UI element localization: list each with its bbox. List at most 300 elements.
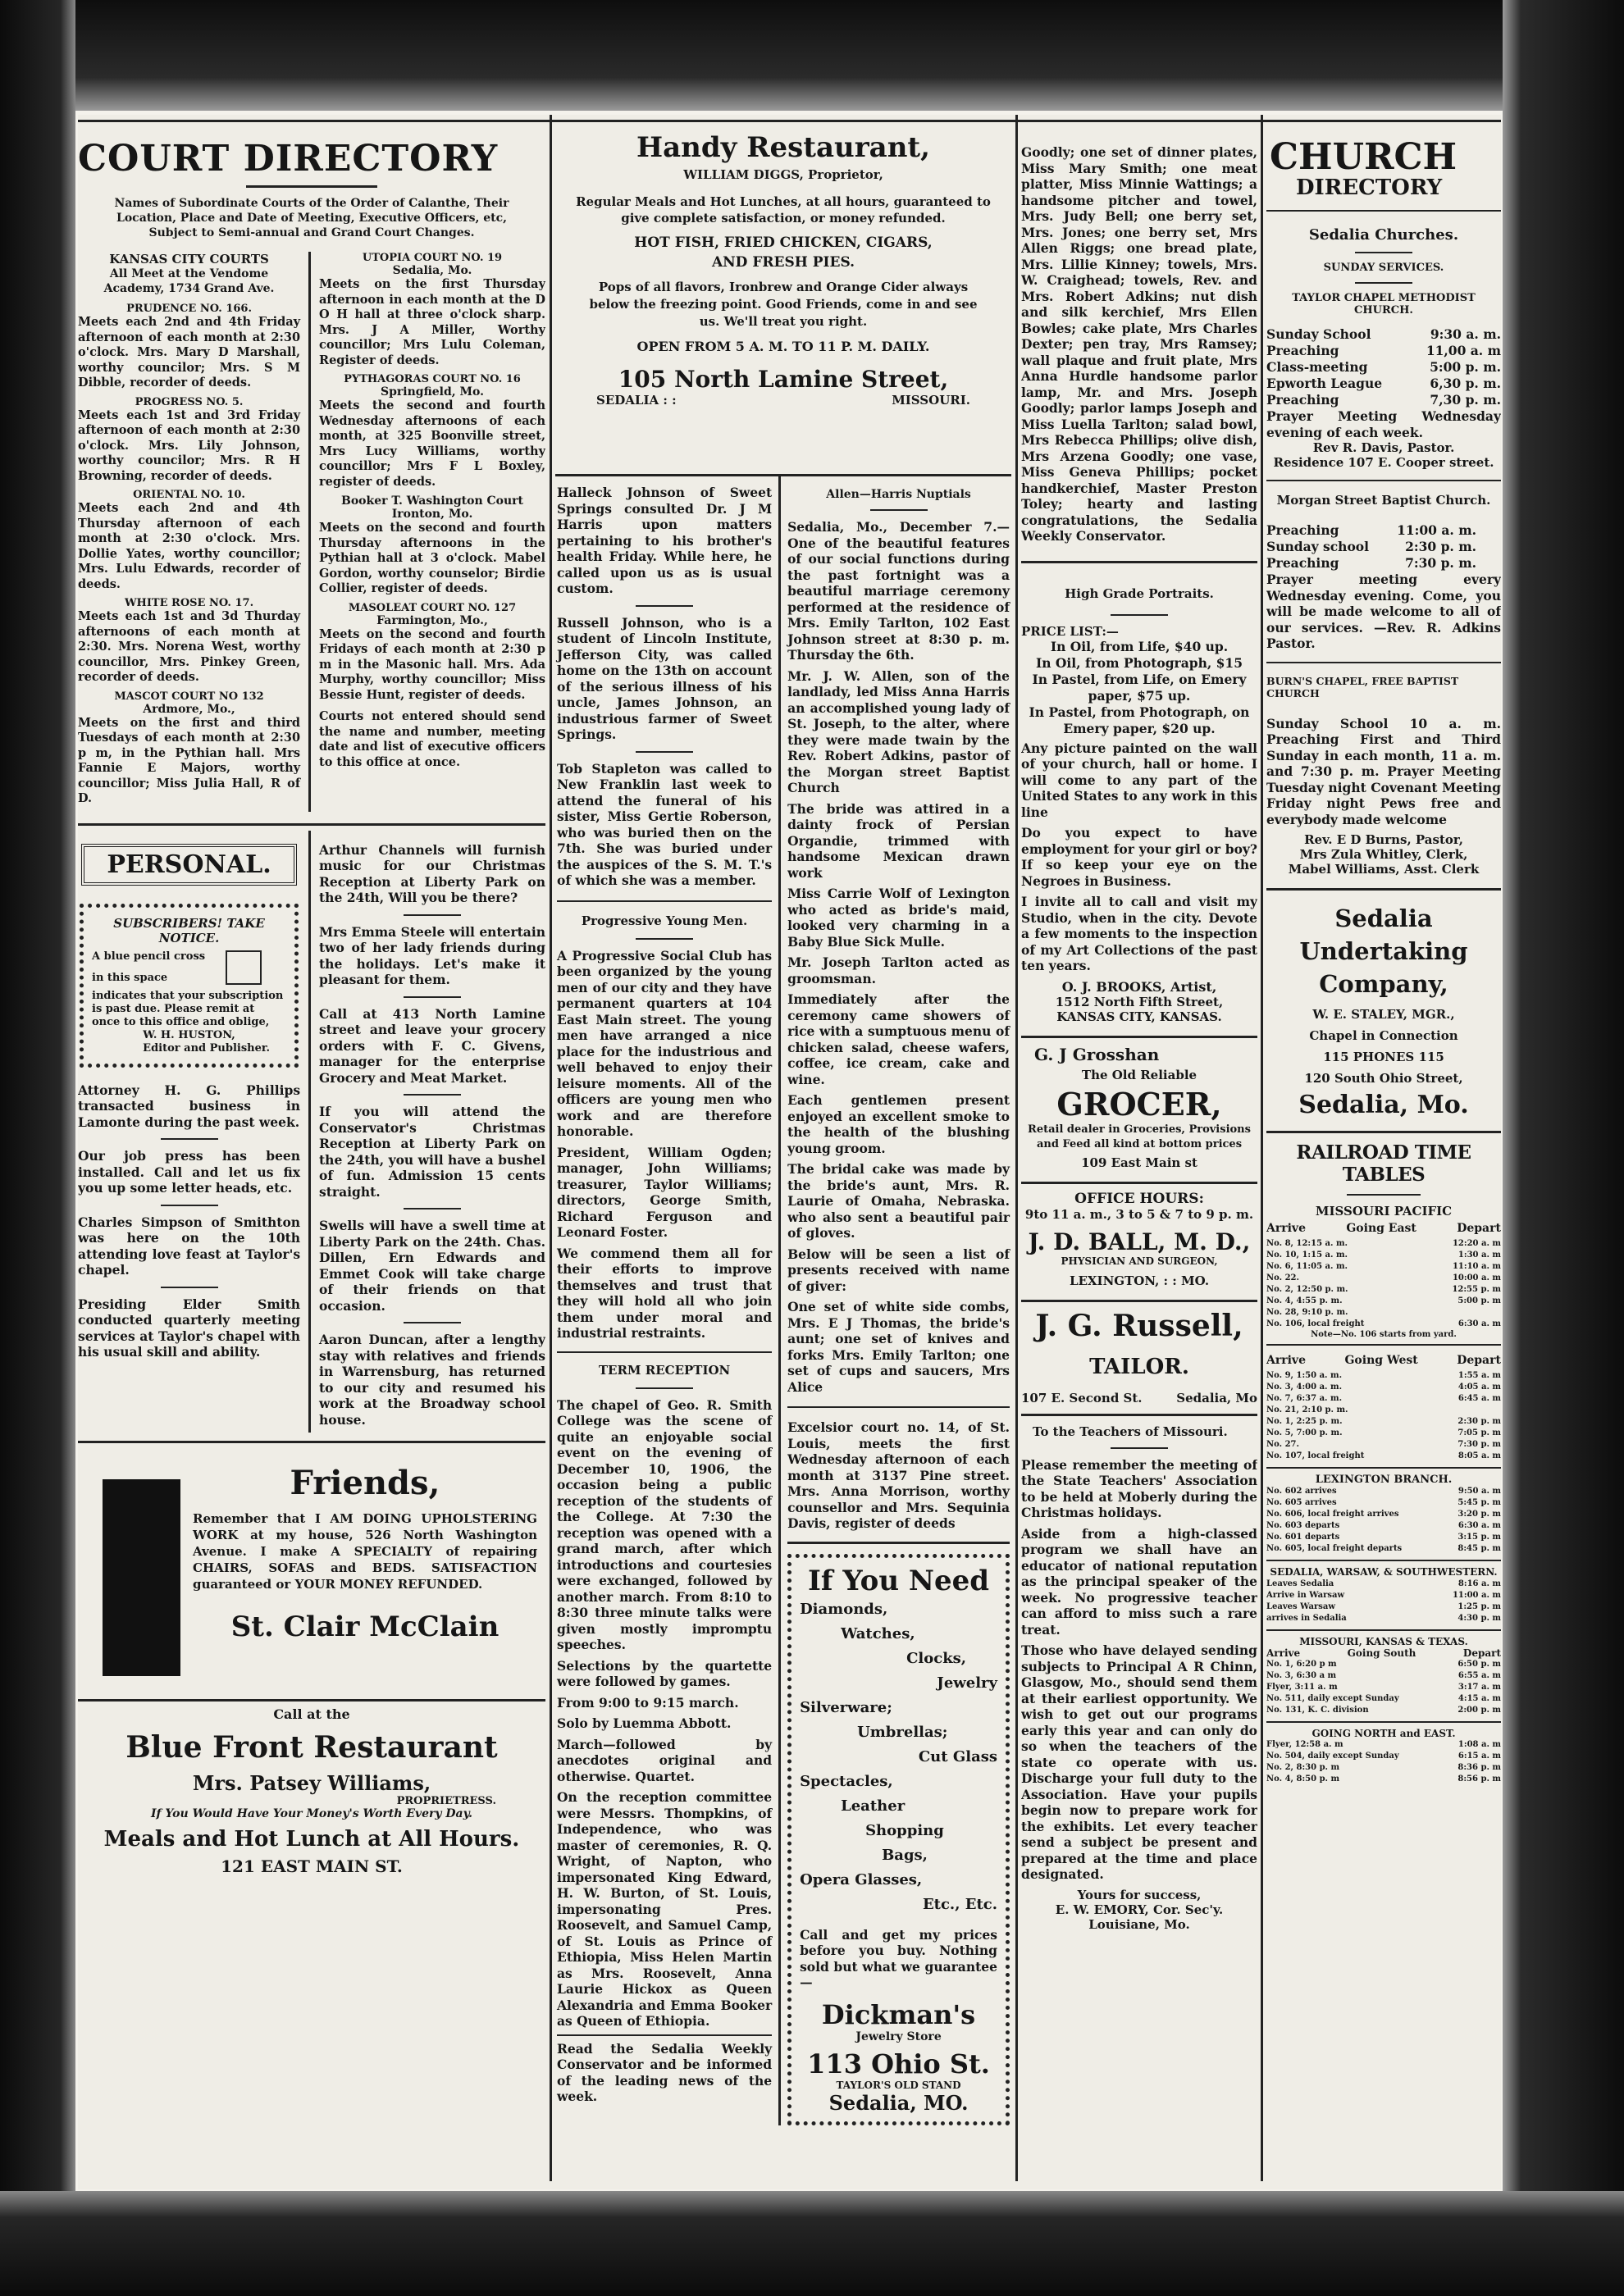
- timetable-row: [1266, 1284, 1501, 1296]
- section-rule: [1021, 1182, 1257, 1184]
- train-time: 4:30 p. m: [1457, 1614, 1501, 1623]
- court-name: MASCOT COURT NO 132: [114, 690, 264, 703]
- train-number: Flyer, 3:11 a. m: [1266, 1683, 1338, 1692]
- section-rule: [78, 1699, 545, 1702]
- train-time: 6:15 a. m: [1457, 1752, 1501, 1761]
- taylor-pastor: Rev R. Davis, Pastor.: [1312, 440, 1455, 455]
- personal-title: PERSONAL.: [107, 850, 271, 879]
- subscribers-line1: A blue pencil cross: [92, 950, 206, 963]
- court-name: PYTHAGORAS COURT NO. 16: [344, 373, 521, 385]
- undertaking-address: 120 South Ohio Street,: [1304, 1071, 1463, 1086]
- teachers-sig: E. W. EMORY, Cor. Sec'y.: [1055, 1902, 1224, 1917]
- mo-pac: MISSOURI PACIFIC: [1315, 1204, 1453, 1219]
- excelsior: Excelsior court no. 14, of St. Louis, meets the first Wednesday afternoon of each month at 3137 Pine street. Mrs. Anna Morrison, worthy counsellor and Mrs. Sequinia Davis, register of deeds: [787, 1419, 1010, 1531]
- timetable-row: [1266, 1439, 1501, 1451]
- handy-line1: Regular Meals and Hot Lunches, at all hours, guaranteed to give complete satisfaction, or money refunded.: [576, 194, 991, 226]
- timetable-row: [1266, 1751, 1501, 1762]
- need-item: Umbrellas;: [857, 1723, 948, 1741]
- personal-item: Aaron Duncan, after a lengthy stay with relatives and friends in Warrensburg, has returned to our city and resumed his work at the Broadway school house.: [319, 1332, 545, 1428]
- personal-item: Our job press has been installed. Call and let us fix you up some letter heads, etc.: [78, 1148, 301, 1196]
- section-rule: [1266, 1467, 1501, 1469]
- subscribers-notice: [80, 904, 299, 1068]
- term-p: From 9:00 to 9:15 march.: [557, 1694, 739, 1711]
- section-rule: [557, 2034, 772, 2036]
- court-directory-intro: Names of Subordinate Courts of the Order of Calanthe, Their Location, Place and Date of Meeting, Executive Officers, etc, Subject to Semi-annual and Grand Court Changes.: [114, 197, 509, 239]
- progressive-p: A Progressive Social Club has been organized by the young men of our city and they have permanent quarters at 104 East Main street. The young men have arranged a nice place for the industrious and well behaved to enjoy their leisure moments. All of the officers are young men who work and are therefore honorable.: [557, 947, 773, 1139]
- need-list: [800, 1597, 997, 1917]
- court-text: Meets the second and fourth Wednesday afternoons of each month, at 325 Boonville street, Mrs Lucy Williams, worthy councillor; Mrs F L Boxley, register of deeds.: [319, 399, 545, 489]
- personal-item: Call at 413 North Lamine street and leave your grocery orders with F. C. Givens, manager for the enterprise Grocery and Meat Market.: [319, 1005, 545, 1086]
- item-rule: [1355, 252, 1412, 253]
- train-time: 6:30 a. m: [1457, 1521, 1501, 1530]
- court-entry: [319, 602, 545, 704]
- train-number: No. 131, K. C. division: [1266, 1706, 1369, 1715]
- price-item: In Pastel, from Life, on Emery paper, $75 up.: [1032, 671, 1247, 704]
- service-row: Preaching 7,30 p. m.: [1266, 392, 1501, 408]
- timetable-row: [1266, 1705, 1501, 1716]
- undertaking-chapel: Chapel in Connection: [1309, 1028, 1458, 1043]
- column-5: [1021, 115, 1257, 2189]
- term-title: TERM RECEPTION: [598, 1362, 731, 1378]
- court-name: PRUDENCE NO. 166.: [126, 303, 252, 315]
- north-table: [1266, 1739, 1501, 1785]
- court-place: Ironton, Mo.: [391, 508, 473, 521]
- court-name: PROGRESS NO. 5.: [135, 395, 244, 408]
- dickman-ad: [787, 1554, 1010, 2125]
- north-title: GOING NORTH and EAST.: [1312, 1728, 1456, 1739]
- train-number: No. 106, local freight: [1266, 1319, 1365, 1328]
- train-number: No. 3, 6:30 a m: [1266, 1671, 1337, 1680]
- train-number: Leaves Warsaw: [1266, 1602, 1335, 1611]
- train-time: 1:55 a. m: [1457, 1371, 1501, 1380]
- need-title: If You Need: [808, 1564, 990, 1597]
- section-rule: [1266, 662, 1501, 663]
- section-rule: [78, 823, 545, 826]
- prices: [1021, 639, 1257, 737]
- service-row: Preaching 11:00 a. m.: [1266, 522, 1476, 538]
- timetable-row: [1266, 1319, 1501, 1330]
- section-rule: [1266, 480, 1501, 481]
- item-rule: [1355, 282, 1412, 284]
- train-number: No. 1, 6:20 p m: [1266, 1660, 1337, 1669]
- timetable-row: [1266, 1693, 1501, 1705]
- court-text: Meets on the first and third Tuesdays of each month at 2:30 p m, in the Pythian hall. Mrs Fannie E Majors, worthy councillor; Miss Julia Hall, R of D.: [78, 715, 301, 805]
- timetable-row: [1266, 1520, 1501, 1532]
- tailor-name: J. G. Russell,: [1035, 1308, 1243, 1343]
- personal-item: Arthur Channels will furnish music for our Christmas Reception at Liberty Park on the 24th, Will you be there?: [319, 841, 545, 905]
- train-number: No. 603 departs: [1266, 1521, 1340, 1530]
- term-p: Solo by Luemma Abbott.: [557, 1715, 732, 1731]
- service-row: Class-meeting 5:00 p. m.: [1266, 359, 1501, 375]
- section-rule: [1266, 1131, 1501, 1133]
- item-rule: [161, 1287, 218, 1288]
- newspaper-page: [78, 115, 1501, 2189]
- grocer-address: 109 East Main st: [1081, 1155, 1197, 1170]
- railroad-section: [1266, 1141, 1501, 1785]
- item-rule: [161, 1205, 218, 1206]
- personal-item: Mrs Emma Steele will entertain two of her lady friends during the holidays. Let's make it pleasant for them.: [319, 923, 545, 987]
- grocer-title: GROCER,: [1056, 1085, 1222, 1123]
- timetable-row: [1266, 1451, 1501, 1462]
- handy-title: Handy Restaurant,: [636, 131, 930, 164]
- burns-clerk: Mrs Zula Whitley, Clerk,: [1299, 847, 1468, 862]
- train-time: 9:50 a. m: [1457, 1487, 1501, 1496]
- friends-title: Friends,: [290, 1464, 440, 1502]
- train-time: 7:30 p. m: [1457, 1440, 1501, 1449]
- section-rule: [1266, 1560, 1501, 1561]
- column-middle: [555, 115, 1011, 2189]
- store-city: Sedalia, MO.: [828, 2090, 969, 2115]
- service-row: Epworth League 6,30 p. m.: [1266, 376, 1501, 391]
- east-note: Note—No. 106 starts from yard.: [1311, 1330, 1457, 1339]
- court-entry: [319, 252, 545, 368]
- subscribers-sig1: W. H. HUSTON,: [143, 1028, 235, 1041]
- column-3: [555, 476, 778, 2125]
- wedding-p: Mr. Joseph Tarlton acted as groomsman.: [787, 954, 1010, 986]
- court-place: Farmington, Mo.,: [376, 613, 488, 627]
- item-rule: [1111, 614, 1168, 616]
- item-rule: [870, 509, 928, 511]
- column-4: [781, 476, 1011, 2125]
- item-rule: [636, 938, 693, 940]
- taylor-title: TAYLOR CHAPEL METHODIST CHURCH.: [1292, 292, 1476, 317]
- sws-table: [1266, 1578, 1501, 1624]
- sws-title: SEDALIA, WARSAW, & SOUTHWESTERN.: [1270, 1566, 1498, 1578]
- west-table: [1266, 1370, 1501, 1462]
- train-number: No. 6, 11:05 a. m.: [1266, 1262, 1348, 1271]
- tailor-title: TAILOR.: [1089, 1354, 1189, 1379]
- price-list: PRICE LIST:—: [1021, 623, 1119, 639]
- taylor-services: [1266, 326, 1501, 408]
- teachers-city: Louisiane, Mo.: [1088, 1916, 1190, 1932]
- train-time: 6:55 a. m: [1457, 1671, 1501, 1680]
- news-item: Russell Johnson, who is a student of Lincoln Institute, Jefferson City, was called home on the 13th on account of the serious illness of his uncle, James Johnson, an industrious farmer of Sweet Springs.: [557, 614, 773, 742]
- train-time: 8:56 p. m: [1457, 1774, 1501, 1784]
- court-place: Ardmore, Mo.,: [143, 702, 235, 716]
- train-number: No. 511, daily except Sunday: [1266, 1694, 1399, 1703]
- scan-border-right: [1503, 0, 1624, 2296]
- timetable-row: [1266, 1238, 1501, 1250]
- timetable-row: [1266, 1613, 1501, 1624]
- train-time: 6:30 a. m: [1457, 1319, 1501, 1328]
- portraits-p: Any picture painted on the wall of your church, hall or home. I will come to any part of the United States to any work in this line: [1021, 740, 1257, 820]
- court-left-column: [78, 252, 308, 812]
- train-time: 4:05 a. m: [1457, 1383, 1501, 1392]
- teachers-p: Aside from a high-classed program we shall have an educator of national reputation as the principal speaker of the week. No progressive teacher can afford to miss such a rare treat.: [1021, 1525, 1257, 1638]
- artist-city: KANSAS CITY, KANSAS.: [1056, 1009, 1222, 1024]
- news-item: Halleck Johnson of Sweet Springs consulted Dr. J M Harris upon matters pertaining to his brother's health Friday. While here, he called upon us as is usual custom.: [557, 485, 773, 596]
- friends-name: St. Clair McClain: [230, 1610, 500, 1643]
- court-entry: [319, 494, 545, 597]
- term-p: On the reception committee were Messrs. Thompkins, of Independence, who was master of ceremonies, R. Q. Wright, of Napton, who impersonated King Edward, H. W. Burton, of St. Louis, impersonating Pres. Roosevelt, and Samuel Camp, of St. Louis as Prince of Ethiopia, Miss Helen Martin as Mrs. Roosevelt, Anna Laurie Hickox as Queen Alexandria and Emma Booker as Queen of Ethiopia.: [557, 1789, 773, 2029]
- timetable-row: [1266, 1370, 1501, 1382]
- need-item: Clocks,: [906, 1649, 967, 1667]
- item-rule: [404, 914, 461, 916]
- taylor-prayer: Prayer Meeting Wednesday evening of each week.: [1266, 408, 1501, 440]
- need-item: Jewelry: [937, 1674, 997, 1692]
- court-name: MASOLEAT COURT NO. 127: [348, 601, 517, 614]
- court-footnote: Courts not entered should send the name and number, meeting date and list of executive officers to this office at once.: [319, 709, 545, 769]
- train-time: 5:00 p. m: [1457, 1296, 1501, 1305]
- blue-front-slogan: If You Would Have Your Money's Worth Every Day.: [150, 1807, 473, 1820]
- column-rule-2: [1015, 115, 1018, 2181]
- blue-front-owner: Mrs. Patsey Williams,: [192, 1771, 431, 1795]
- court-text: Meets each 1st and 3rd Friday afternoon of each month at 2:30 o'clock. Mrs. Lily Johnson, worthy councilor; Mrs. R H Browning, recorder of deeds.: [78, 408, 301, 483]
- timetable-row: [1266, 1250, 1501, 1261]
- need-item: Spectacles,: [800, 1772, 893, 1790]
- presents-continued: Goodly; one set of dinner plates, Miss Mary Smith; one meat platter, Miss Minnie Wattings; a handsome pitcher and towel, Mrs. Judy Bell; one berry set, Mrs. Jones; one berry set, Mrs Allen Riggs; one bread plate, Mrs. Lillie Kinney; towels, Mrs. W. Craighead; towels, Rev. and Mrs. Robert Adkins; nut dish and silk kerchief, Mrs Ellen Bowles; cake plate, Mrs Charles Dexter; pen tray, Mrs Ramsey; wall plaque and fruit plate, Mrs Anna Hurdle handsome parlor lamp, Mr. and Mrs. Joseph Goodly; parlor lamps Joseph and Miss Luella Tarlton; salad bowl, Mrs Rebecca Phillips; olive dish, Mrs Arzena Goodly; one vase, Miss Geneva Phillips; pocket handkerchief, Master Preston Toley; hearty and lasting congratulations, the Sedalia Weekly Conservator.: [1021, 144, 1257, 544]
- teachers-title: To the Teachers of Missouri.: [1033, 1424, 1228, 1439]
- train-time: 11:00 a. m: [1452, 1591, 1501, 1600]
- handy-line2: HOT FISH, FRIED CHICKEN, CIGARS, AND FRESH PIES.: [634, 235, 933, 271]
- personal-item: Swells will have a swell time at Liberty Park on the 24th. Chas. Dillen, Ern Edwards and Emmet Cook will take charge of their friends on that occasion.: [319, 1218, 545, 1314]
- court-name: ORIENTAL NO. 10.: [133, 489, 245, 501]
- timetable-row: [1266, 1739, 1501, 1751]
- church-title: CHURCH: [1270, 136, 1457, 178]
- blue-front-ad: [78, 1706, 545, 1876]
- service-row: Sunday school 2:30 p. m.: [1266, 539, 1476, 554]
- handy-state: MISSOURI.: [892, 393, 970, 408]
- east-table: [1266, 1238, 1501, 1330]
- court-place: Springfield, Mo.: [381, 385, 484, 399]
- handy-hours: OPEN FROM 5 A. M. TO 11 P. M. DAILY.: [636, 339, 930, 354]
- doctor-sub: PHYSICIAN AND SURGEON,: [1061, 1255, 1218, 1267]
- train-time: 6:50 p. m: [1457, 1660, 1501, 1669]
- handy-address: 105 North Lamine Street,: [618, 366, 949, 393]
- artist: O. J. BROOKS, Artist,: [1061, 978, 1217, 995]
- store-stand: TAYLOR'S OLD STAND: [836, 2079, 961, 2091]
- train-number: No. 5, 7:00 p. m.: [1266, 1428, 1343, 1437]
- train-time: 3:17 a. m: [1457, 1683, 1501, 1692]
- train-number: No. 4, 4:55 p. m.: [1266, 1296, 1343, 1305]
- train-number: No. 3, 4:00 a. m.: [1266, 1383, 1343, 1392]
- store-address: 113 Ohio St.: [807, 2048, 990, 2080]
- court-text: Meets on the second and fourth Thursday afternoons in the Pythian hall at 3 o'clock. Mabel Gordon, worthy counselor; Birdie Collier, register of deeds.: [319, 521, 545, 595]
- burns-text: Sunday School 10 a. m. Preaching First and Third Sunday in each month, 11 a. m. and 7:30 p. m. Prayer Meeting Tuesday night Covenant Meeting Friday night Pews free and everybody made welcome: [1266, 715, 1501, 827]
- train-number: No. 504, daily except Sunday: [1266, 1752, 1399, 1761]
- portraits-title: High Grade Portraits.: [1065, 585, 1214, 601]
- wedding-p: Miss Carrie Wolf of Lexington who acted as bride's maid, looked very charming in a Baby Blue Sick Mulle.: [787, 886, 1010, 950]
- burns-title: BURN'S CHAPEL, FREE BAPTIST CHURCH: [1266, 674, 1459, 699]
- handy-restaurant-ad: [555, 115, 1011, 474]
- grocer-text: Retail dealer in Groceries, Provisions and Feed all kind at bottom prices: [1028, 1123, 1251, 1150]
- timetable-row: [1266, 1659, 1501, 1670]
- wedding-p: The bride was attired in a dainty frock of Persian Organdie, trimmed with handsome Mexican drawn work: [787, 800, 1010, 881]
- term-p: The chapel of Geo. R. Smith College was the scene of quite an enjoyable social event on the evening of December 10, 1906, the occasion being a public reception of the students of the College. At 7:30 the reception was opened with a grand march, after which introductions and courtesies were exchanged, followed by another march. From 8:10 to 8:30 three minute talks were given mostly impromptu speeches.: [557, 1396, 773, 1652]
- service-row: Preaching 11,00 a. m: [1266, 343, 1501, 358]
- wedding-p: One set of white side combs, Mrs. E J Thomas, the bride's aunt; one set of knives and forks Mrs. Emily Tarlton; one set of cups and saucers, Mrs Alice: [787, 1299, 1010, 1395]
- price-item: In Oil, from Photograph, $15: [1035, 654, 1243, 671]
- col3-footer: Read the Sedalia Weekly Conservator and be informed of the leading news of the week.: [557, 2040, 773, 2104]
- train-number: No. 21, 2:10 p. m.: [1266, 1405, 1348, 1414]
- court-right-column: [311, 252, 545, 812]
- sunday-services: SUNDAY SERVICES.: [1323, 262, 1444, 274]
- undertaking-title: Sedalia Undertaking Company,: [1299, 904, 1468, 998]
- lex-table: [1266, 1486, 1501, 1555]
- handy-city: SEDALIA : :: [596, 393, 677, 408]
- court-text: Meets on the first Thursday afternoon in each month at the D O H hall at three o'clock sharp. Mrs. J A Miller, Worthy councillor; Mrs Lulu Coleman, Register of deeds.: [319, 277, 545, 367]
- court-text: Meets on the second and fourth Fridays of each month at 2:30 p m in the Masonic hall. Mrs. Ada Murphy, worthy councillor; Miss Bessie Hunt, register of deeds.: [319, 626, 545, 702]
- term-p: March—followed by anecdotes original and otherwise. Quartet.: [557, 1736, 773, 1784]
- train-number: arrives in Sedalia: [1266, 1614, 1347, 1623]
- scan-border-top: [0, 0, 1624, 111]
- train-time: 8:36 p. m: [1457, 1763, 1501, 1772]
- handy-city-row: [572, 393, 995, 408]
- train-number: No. 9, 1:50 a. m.: [1266, 1371, 1343, 1380]
- train-number: Flyer, 12:58 a. m: [1266, 1740, 1343, 1749]
- train-number: Leaves Sedalia: [1266, 1579, 1334, 1588]
- court-name: UTOPIA COURT NO. 19: [362, 252, 503, 264]
- blue-front-call: Call at the: [273, 1706, 350, 1722]
- train-number: No. 22.: [1266, 1273, 1299, 1282]
- item-rule: [404, 1208, 461, 1210]
- timetable-row: [1266, 1578, 1501, 1590]
- train-time: 2:00 p. m: [1457, 1706, 1501, 1715]
- timetable-row: [1266, 1261, 1501, 1273]
- grocer-sub: The Old Reliable: [1081, 1067, 1197, 1082]
- church-subtitle: DIRECTORY: [1296, 175, 1443, 200]
- blue-front-role: PROPRIETRESS.: [396, 1795, 496, 1807]
- item-rule: [636, 605, 693, 607]
- personal-item: Charles Simpson of Smithton was here on the 10th attending love feast at Taylor's chapel.: [78, 1214, 301, 1278]
- timetable-row: [1266, 1682, 1501, 1693]
- morgan-title: Morgan Street Baptist Church.: [1276, 493, 1491, 508]
- train-time: 6:45 a. m: [1457, 1394, 1501, 1403]
- section-rule: [1266, 888, 1501, 891]
- section-rule: [1266, 210, 1501, 212]
- burns-asst: Mabel Williams, Asst. Clerk: [1288, 862, 1480, 877]
- need-text: Call and get my prices before you buy. Nothing sold but what we guarantee—: [800, 1926, 997, 1990]
- train-number: No. 605, local freight departs: [1266, 1544, 1403, 1553]
- item-rule: [636, 751, 693, 753]
- train-number: No. 27.: [1266, 1440, 1299, 1449]
- court-name: Booker T. Washington Court: [341, 494, 524, 508]
- column-rule-3: [1261, 115, 1263, 2181]
- timetable-row: [1266, 1307, 1501, 1319]
- section-rule: [1021, 1414, 1257, 1416]
- section-rule: [1021, 1036, 1257, 1038]
- timetable-row: [1266, 1774, 1501, 1785]
- railroad-title: RAILROAD TIME TABLES: [1296, 1141, 1471, 1186]
- timetable-row: [1266, 1393, 1501, 1405]
- taylor-residence: Residence 107 E. Cooper street.: [1273, 455, 1494, 470]
- mkt-title: MISSOURI, KANSAS & TEXAS.: [1299, 1636, 1468, 1647]
- court-text: Meets each 2nd and 4th Thursday afternoon of each month at 2:30 o'clock. Mrs. Dollie Yates, worthy councillor; Mrs. Lulu Edwards, recorder of deeds.: [78, 501, 301, 591]
- handy-line3: Pops of all flavors, Ironbrew and Orange Cider always below the freezing point. Good Friends, come in and see us. We'll treat you right.: [589, 280, 978, 329]
- sedalia-churches: Sedalia Churches.: [1308, 226, 1459, 244]
- blue-front-address: 121 EAST MAIN ST.: [221, 1856, 403, 1876]
- court-text: Meets each 1st and 3d Thurday afternoons of each month at 2:30. Mrs. Norena West, worthy councillor, Mrs. Pinkey Green, recorder of deeds.: [78, 609, 301, 684]
- timetable-row: [1266, 1543, 1501, 1555]
- section-rule: [1266, 1344, 1501, 1346]
- court-place: Sedalia, Mo.: [392, 264, 472, 277]
- artist-address: 1512 North Fifth Street,: [1055, 994, 1224, 1009]
- train-number: No. 2, 12:50 p. m.: [1266, 1285, 1348, 1294]
- court-name: WHITE ROSE NO. 17.: [124, 597, 254, 609]
- personal-left: [78, 831, 308, 1433]
- lex-title: LEXINGTON BRANCH.: [1315, 1474, 1453, 1486]
- need-item: Watches,: [841, 1624, 915, 1642]
- item-rule: [636, 1387, 693, 1389]
- timetable-row: [1266, 1762, 1501, 1774]
- need-item: Silverware;: [800, 1698, 892, 1716]
- section-rule: [557, 900, 772, 902]
- personal-item: Attorney H. G. Phillips transacted business in Lamonte during the past week.: [78, 1082, 301, 1130]
- wedding-title: Allen—Harris Nuptials: [826, 488, 971, 501]
- timetable-row: [1266, 1670, 1501, 1682]
- undertaking-phones: 115 PHONES 115: [1323, 1050, 1444, 1064]
- train-time: 12:55 p. m: [1452, 1285, 1501, 1294]
- personal-item: Presiding Elder Smith conducted quarterly meeting services at Taylor's chapel with his usual skill and ability.: [78, 1296, 301, 1360]
- train-time: 2:30 p. m: [1457, 1417, 1501, 1426]
- kansas-city-heading: KANSAS CITY COURTS: [109, 252, 269, 266]
- blue-front-meals: Meals and Hot Lunch at All Hours.: [103, 1827, 520, 1852]
- train-time: 1:30 a. m: [1457, 1250, 1501, 1260]
- morgan-services: [1266, 522, 1501, 572]
- train-time: 8:05 a. m: [1457, 1451, 1501, 1460]
- blue-front-name: Blue Front Restaurant: [125, 1730, 498, 1765]
- train-time: 7:05 p. m: [1457, 1428, 1501, 1437]
- teachers-close: Yours for success,: [1077, 1887, 1202, 1902]
- court-entry: [78, 597, 300, 686]
- teachers-p: Please remember the meeting of the State Teachers' Association to be held at Moberly during the Christmas holidays.: [1021, 1456, 1257, 1520]
- train-time: 5:45 p. m: [1457, 1498, 1501, 1507]
- office-hours: OFFICE HOURS:: [1074, 1190, 1204, 1207]
- title-rule: [246, 185, 377, 188]
- store-name: Dickman's: [821, 1998, 976, 2030]
- handy-proprietor: WILLIAM DIGGS, Proprietor,: [683, 167, 883, 182]
- train-number: No. 10, 1:15 a. m.: [1266, 1250, 1348, 1260]
- personal-section: [78, 831, 545, 1433]
- news-item: Tob Stapleton was called to New Franklin last week to attend the funeral of his sister, Miss Gertie Roberson, who was buried then on the 7th. She was buried under the auspices of the S. M. T.'s of which she was a member.: [557, 760, 773, 888]
- service-row: Sunday School 9:30 a. m.: [1266, 326, 1501, 342]
- court-directory-title: COURT DIRECTORY: [78, 138, 499, 180]
- progressive-title: Progressive Young Men.: [581, 913, 748, 928]
- train-number: No. 601 departs: [1266, 1533, 1340, 1542]
- subscribers-sig2: Editor and Publisher.: [143, 1041, 271, 1055]
- train-time: 1:08 a. m: [1457, 1740, 1501, 1749]
- train-time: 3:20 p. m: [1457, 1510, 1501, 1519]
- timetable-row: [1266, 1486, 1501, 1497]
- column-court-directory: [78, 115, 545, 2189]
- hours: 9to 11 a. m., 3 to 5 & 7 to 9 p. m.: [1024, 1206, 1254, 1222]
- item-rule: [404, 996, 461, 998]
- timetable-row: [1266, 1532, 1501, 1543]
- train-time: 11:10 a. m: [1452, 1262, 1501, 1271]
- tailor-address: 107 E. Second St.: [1021, 1390, 1143, 1405]
- court-entry: [78, 489, 300, 592]
- section-rule: [787, 1406, 1010, 1408]
- personal-right: [311, 831, 545, 1433]
- portraits-p: I invite all to call and visit my Studio, when in the city. Devote a few moments to the inspection of my Art Collections of the past ten years.: [1021, 894, 1257, 973]
- train-number: No. 602 arrives: [1266, 1487, 1337, 1496]
- train-time: 10:00 a. m: [1452, 1273, 1501, 1282]
- timetable-row: [1266, 1382, 1501, 1393]
- need-item: Bags,: [882, 1846, 928, 1864]
- friends-text: Remember that I AM DOING UPHOLSTERING WORK at my house, 526 North Washington Avenue. I make A SPECIALTY of repairing CHAIRS, SOFAS and BEDS. SATISFACTION guaranteed or YOUR MONEY REFUNDED.: [193, 1511, 537, 1592]
- undertaking-city: Sedalia, Mo.: [1298, 1091, 1469, 1119]
- court-entry: [319, 373, 545, 490]
- train-time: 1:25 p. m: [1457, 1602, 1501, 1611]
- tailor-city: Sedalia, Mo: [1176, 1390, 1257, 1405]
- timetable-row: [1266, 1497, 1501, 1509]
- undertaking-mgr: W. E. STALEY, MGR.,: [1312, 1007, 1455, 1022]
- east-head: Arrive Going East Depart: [1266, 1222, 1501, 1235]
- train-number: No. 1, 2:25 p. m.: [1266, 1417, 1343, 1426]
- item-rule: [161, 1138, 218, 1140]
- train-number: No. 7, 6:37 a. m.: [1266, 1394, 1343, 1403]
- subscribers-text: indicates that your subscription is past due. Please remit at once to this office and oblige,: [92, 989, 284, 1028]
